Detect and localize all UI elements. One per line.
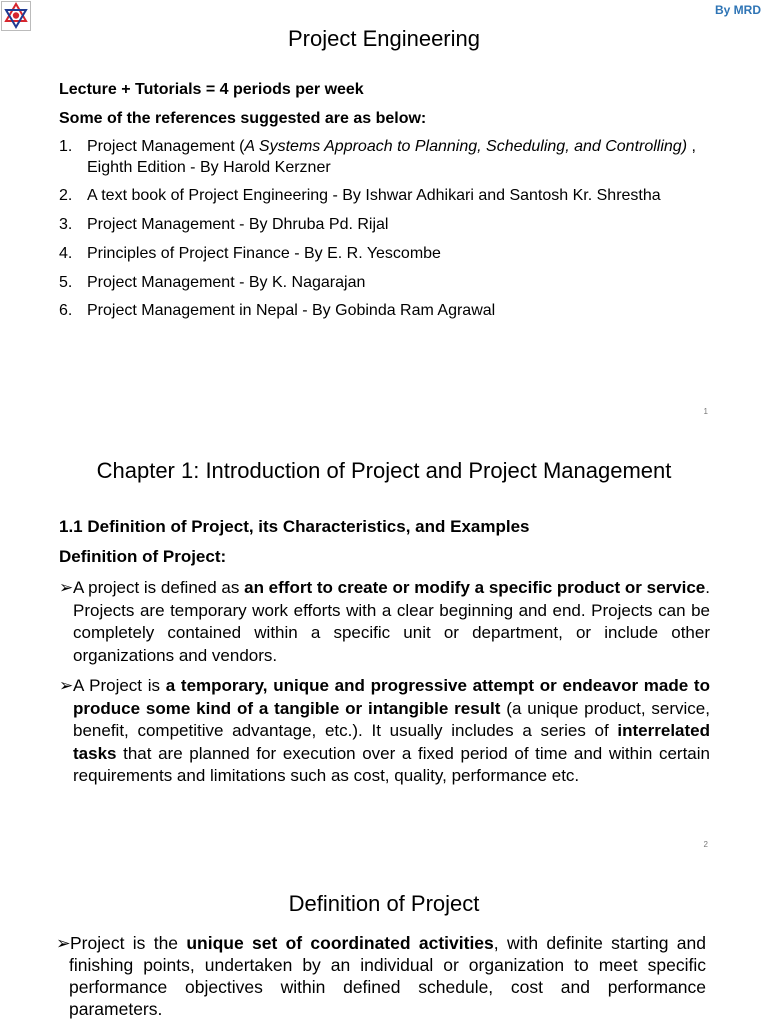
reference-item: [59, 215, 739, 236]
bullet-arrow-icon: ➢: [59, 578, 74, 597]
plain-text: that are planned for execution over a fixed period of time and within certain requirements and limitations such as cost, quality, performance etc.: [73, 743, 710, 785]
slide-3: [0, 864, 768, 1024]
emphasis-text: a temporary, unique and progressive attempt or endeavor made to produce some kind of a tangible or intangible result: [73, 676, 710, 718]
reference-item: [59, 137, 739, 178]
paragraph-text: [73, 676, 710, 785]
bullet-arrow-icon: ➢: [59, 676, 74, 695]
references-list: [59, 137, 739, 330]
references-intro: Some of the references suggested are as below:: [59, 110, 427, 127]
reference-number: 1.: [59, 138, 73, 155]
chapter-title: Chapter 1: Introduction of Project and Project Management: [96, 458, 672, 483]
reference-item: [59, 244, 739, 265]
reference-text: Principles of Project Finance - By E. R. Yescombe: [87, 244, 441, 262]
definition-paragraph-1: [59, 577, 710, 667]
definition-paragraph-2: [59, 675, 710, 788]
reference-text: Project Management - By K. Nagarajan: [87, 273, 366, 291]
definition-heading: Definition of Project:: [59, 547, 227, 566]
slide-1: [0, 0, 768, 432]
slide-title: Project Engineering: [287, 26, 480, 51]
plain-text: (a unique product, service, benefit, competitive advantage, etc.). It usually includes a series of: [73, 698, 710, 740]
bullet-arrow-icon: ➢: [56, 933, 71, 953]
emphasis-text: an effort to create or modify a specific product or service: [244, 578, 706, 597]
paragraph-text: [69, 933, 706, 1019]
reference-number: 4.: [59, 244, 73, 262]
reference-item: [59, 186, 739, 207]
reference-item: [59, 301, 739, 322]
slide-2: [0, 432, 768, 864]
page-number: 1: [703, 407, 708, 416]
definition-paragraph: [56, 932, 706, 1020]
reference-text: Project Management (: [87, 138, 245, 155]
reference-subtitle: A Systems Approach to Planning, Scheduling, and Controlling): [244, 138, 688, 155]
plain-text: , with definite starting and finishing points, undertaken by an individual or organization to meet specific performance objectives within defined schedule, cost and performance parameters.: [69, 933, 706, 1019]
reference-text: Project Management - By Dhruba Pd. Rijal: [87, 216, 389, 234]
plain-text: A project is defined as: [73, 578, 245, 597]
plain-text: A Project is: [73, 676, 166, 695]
emphasis-text: unique set of coordinated activities: [186, 933, 494, 953]
section-heading: 1.1 Definition of Project, its Characteristics, and Examples: [59, 517, 530, 536]
reference-number: 5.: [59, 273, 73, 291]
paragraph-text: [73, 578, 710, 665]
reference-text: A text book of Project Engineering - By Ishwar Adhikari and Santosh Kr. Shrestha: [87, 187, 661, 205]
plain-text: . Projects are temporary work efforts with a clear beginning and end. Projects can be completely contained within a specific unit or department, or include other organizations and vendors.: [73, 578, 710, 665]
author-label: By MRD: [714, 3, 761, 17]
reference-number: 3.: [59, 216, 73, 234]
reference-item: [59, 273, 739, 294]
slide-title: Definition of Project: [288, 891, 480, 916]
periods-text: Lecture + Tutorials = 4 periods per week: [59, 81, 364, 98]
plain-text: Project is the: [70, 933, 187, 953]
reference-edition: , Eighth Edition - By Harold Kerzner: [87, 138, 696, 176]
emphasis-text: interrelated tasks: [73, 721, 710, 763]
page-number: 2: [703, 840, 708, 849]
reference-number: 2.: [59, 187, 73, 205]
reference-number: 6.: [59, 302, 73, 320]
reference-text: Project Management in Nepal - By Gobinda Ram Agrawal: [87, 302, 496, 320]
